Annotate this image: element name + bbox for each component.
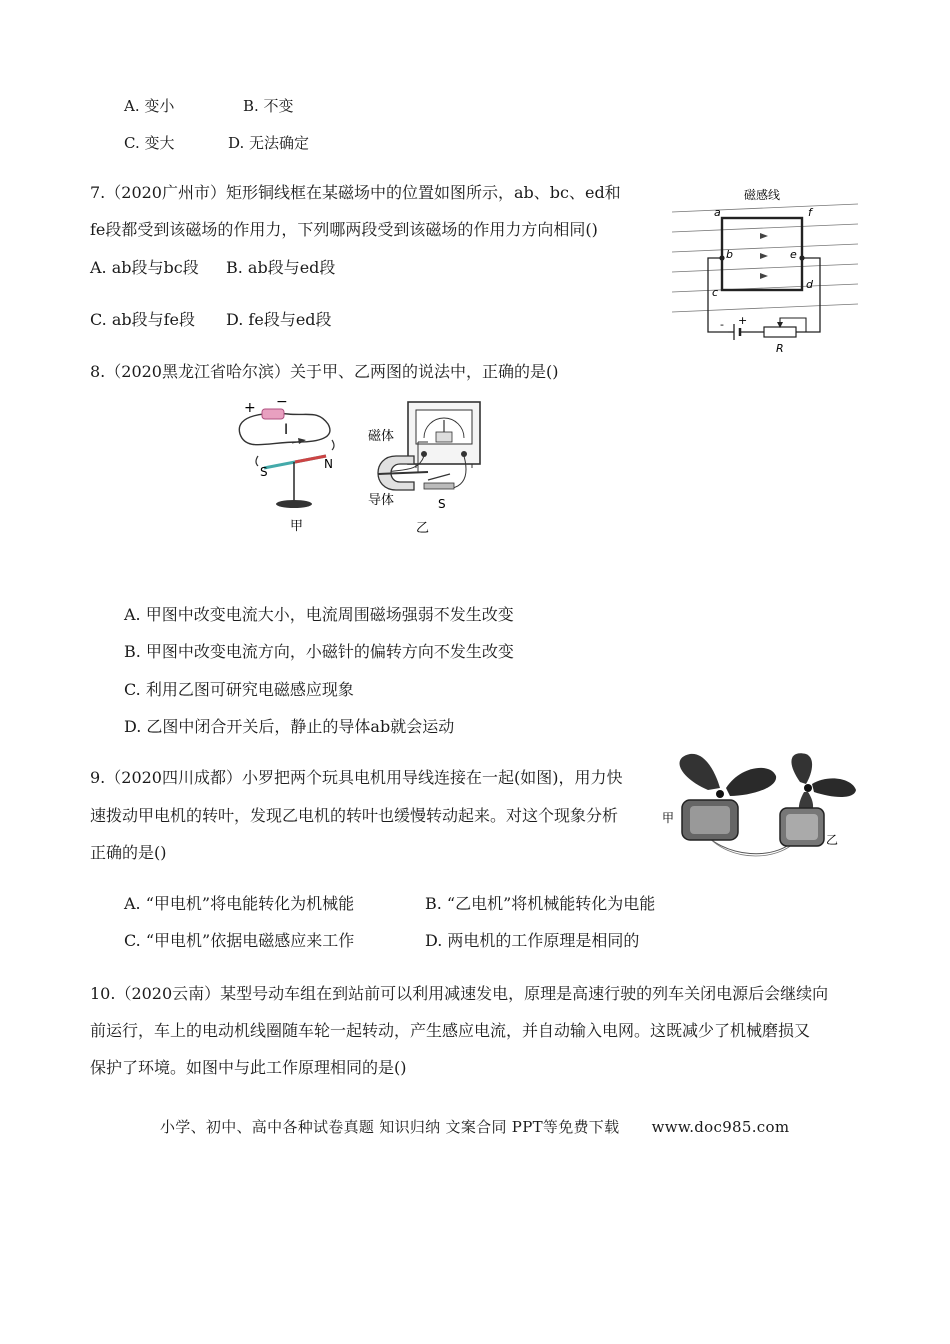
switch-icon xyxy=(424,483,454,489)
motor-jia xyxy=(680,754,777,840)
q6-option-b: B. 不变 xyxy=(243,97,294,115)
q7-option-b: B. ab段与ed段 xyxy=(226,258,336,277)
fig7-label-plus: + xyxy=(738,314,748,327)
fig8-minus: − xyxy=(276,394,288,410)
q8-stem: 8.（2020黑龙江省哈尔滨）关于甲、乙两图的说法中，正确的是() xyxy=(90,362,559,381)
q7-stem-line2: fe段都受到该磁场的作用力，下列哪两段受到该磁场的作用力方向相同() xyxy=(90,220,598,239)
field-arrows xyxy=(760,233,768,279)
field-lines xyxy=(672,204,858,312)
fig8-s-pole: S xyxy=(260,465,268,479)
q9-stem-line3: 正确的是() xyxy=(90,843,167,862)
fig8-jia-label: 甲 xyxy=(290,519,304,534)
fig8-plus: + xyxy=(244,400,256,416)
fig8-switch-label: S xyxy=(438,497,446,511)
figure-jia xyxy=(239,394,334,534)
q7-option-d: D. fe段与ed段 xyxy=(226,310,332,329)
q10-stem-line1: 10.（2020云南）某型号动车组在到站前可以利用减速发电，原理是高速行驶的列车关闭电源后会继续向 xyxy=(90,984,829,1003)
q7-option-a: A. ab段与bc段 xyxy=(90,258,199,277)
fig8-yi-label: 乙 xyxy=(416,521,430,536)
q10-stem-line2: 前运行，车上的电动机线圈随车轮一起转动，产生感应电流，并自动输入电网。这既减少了机械磨损又 xyxy=(90,1021,811,1040)
q8-option-c: C. 利用乙图可研究电磁感应现象 xyxy=(124,680,354,699)
battery-icon xyxy=(262,409,284,419)
q6-option-d: D. 无法确定 xyxy=(228,134,310,152)
page-footer xyxy=(160,1116,789,1137)
fig7-label-e: e xyxy=(790,248,797,261)
q9-stem-line2: 速拨动甲电机的转叶，发现乙电机的转叶也缓慢转动起来。对这个现象分析 xyxy=(90,806,619,825)
footer-url[interactable]: www.doc985.com xyxy=(651,1118,790,1136)
q6-option-c: C. 变大 xyxy=(124,134,175,152)
fig7-title: 磁感线 xyxy=(744,188,781,202)
figure-yi xyxy=(368,402,480,536)
fig7-label-minus: - xyxy=(720,318,724,331)
q9-stem-line1: 9.（2020四川成都）小罗把两个玩具电机用导线连接在一起(如图)，用力快 xyxy=(90,768,623,787)
fig9-jia-label: 甲 xyxy=(662,811,675,825)
q7-magnetic-field-figure xyxy=(668,178,868,354)
q9-option-b: B. “乙电机”将机械能转化为电能 xyxy=(425,894,656,913)
q8-option-d: D. 乙图中闭合开关后，静止的导体ab就会运动 xyxy=(124,717,455,736)
motor-yi xyxy=(780,753,856,846)
q8-option-a: A. 甲图中改变电流大小，电流周围磁场强弱不发生改变 xyxy=(124,605,514,624)
fig7-label-c: c xyxy=(712,286,719,299)
fig8-current: I xyxy=(284,422,289,438)
q8-option-b: B. 甲图中改变电流方向，小磁针的偏转方向不发生改变 xyxy=(124,642,514,661)
q7-option-c: C. ab段与fe段 xyxy=(90,310,196,329)
q10-stem-line3: 保护了环境。如图中与此工作原理相同的是() xyxy=(90,1058,407,1077)
fig9-yi-label: 乙 xyxy=(826,833,839,847)
rheostat xyxy=(764,318,806,337)
fig8-conductor: 导体 xyxy=(368,493,395,508)
fig7-label-f: f xyxy=(808,206,812,219)
q9-motors-photo xyxy=(660,748,860,874)
q6-option-a: A. 变小 xyxy=(124,97,175,115)
fig7-label-d: d xyxy=(806,278,813,291)
footer-text: 小学、初中、高中各种试卷真题 知识归纳 文案合同 PPT等免费下载 xyxy=(160,1118,620,1136)
fig7-label-r: R xyxy=(776,342,784,354)
q8-figures xyxy=(228,394,498,538)
fig8-n-pole: N xyxy=(324,457,333,471)
fig8-magnet: 磁体 xyxy=(368,429,395,444)
fig7-label-b: b xyxy=(726,248,733,261)
q7-stem-line1: 7.（2020广州市）矩形铜线框在某磁场中的位置如图所示，ab、bc、ed和 xyxy=(90,183,621,202)
fig7-label-a: a xyxy=(714,206,721,219)
q9-option-d: D. 两电机的工作原理是相同的 xyxy=(425,931,640,950)
q9-option-a: A. “甲电机”将电能转化为机械能 xyxy=(124,894,355,913)
q9-option-c: C. “甲电机”依据电磁感应来工作 xyxy=(124,931,355,950)
